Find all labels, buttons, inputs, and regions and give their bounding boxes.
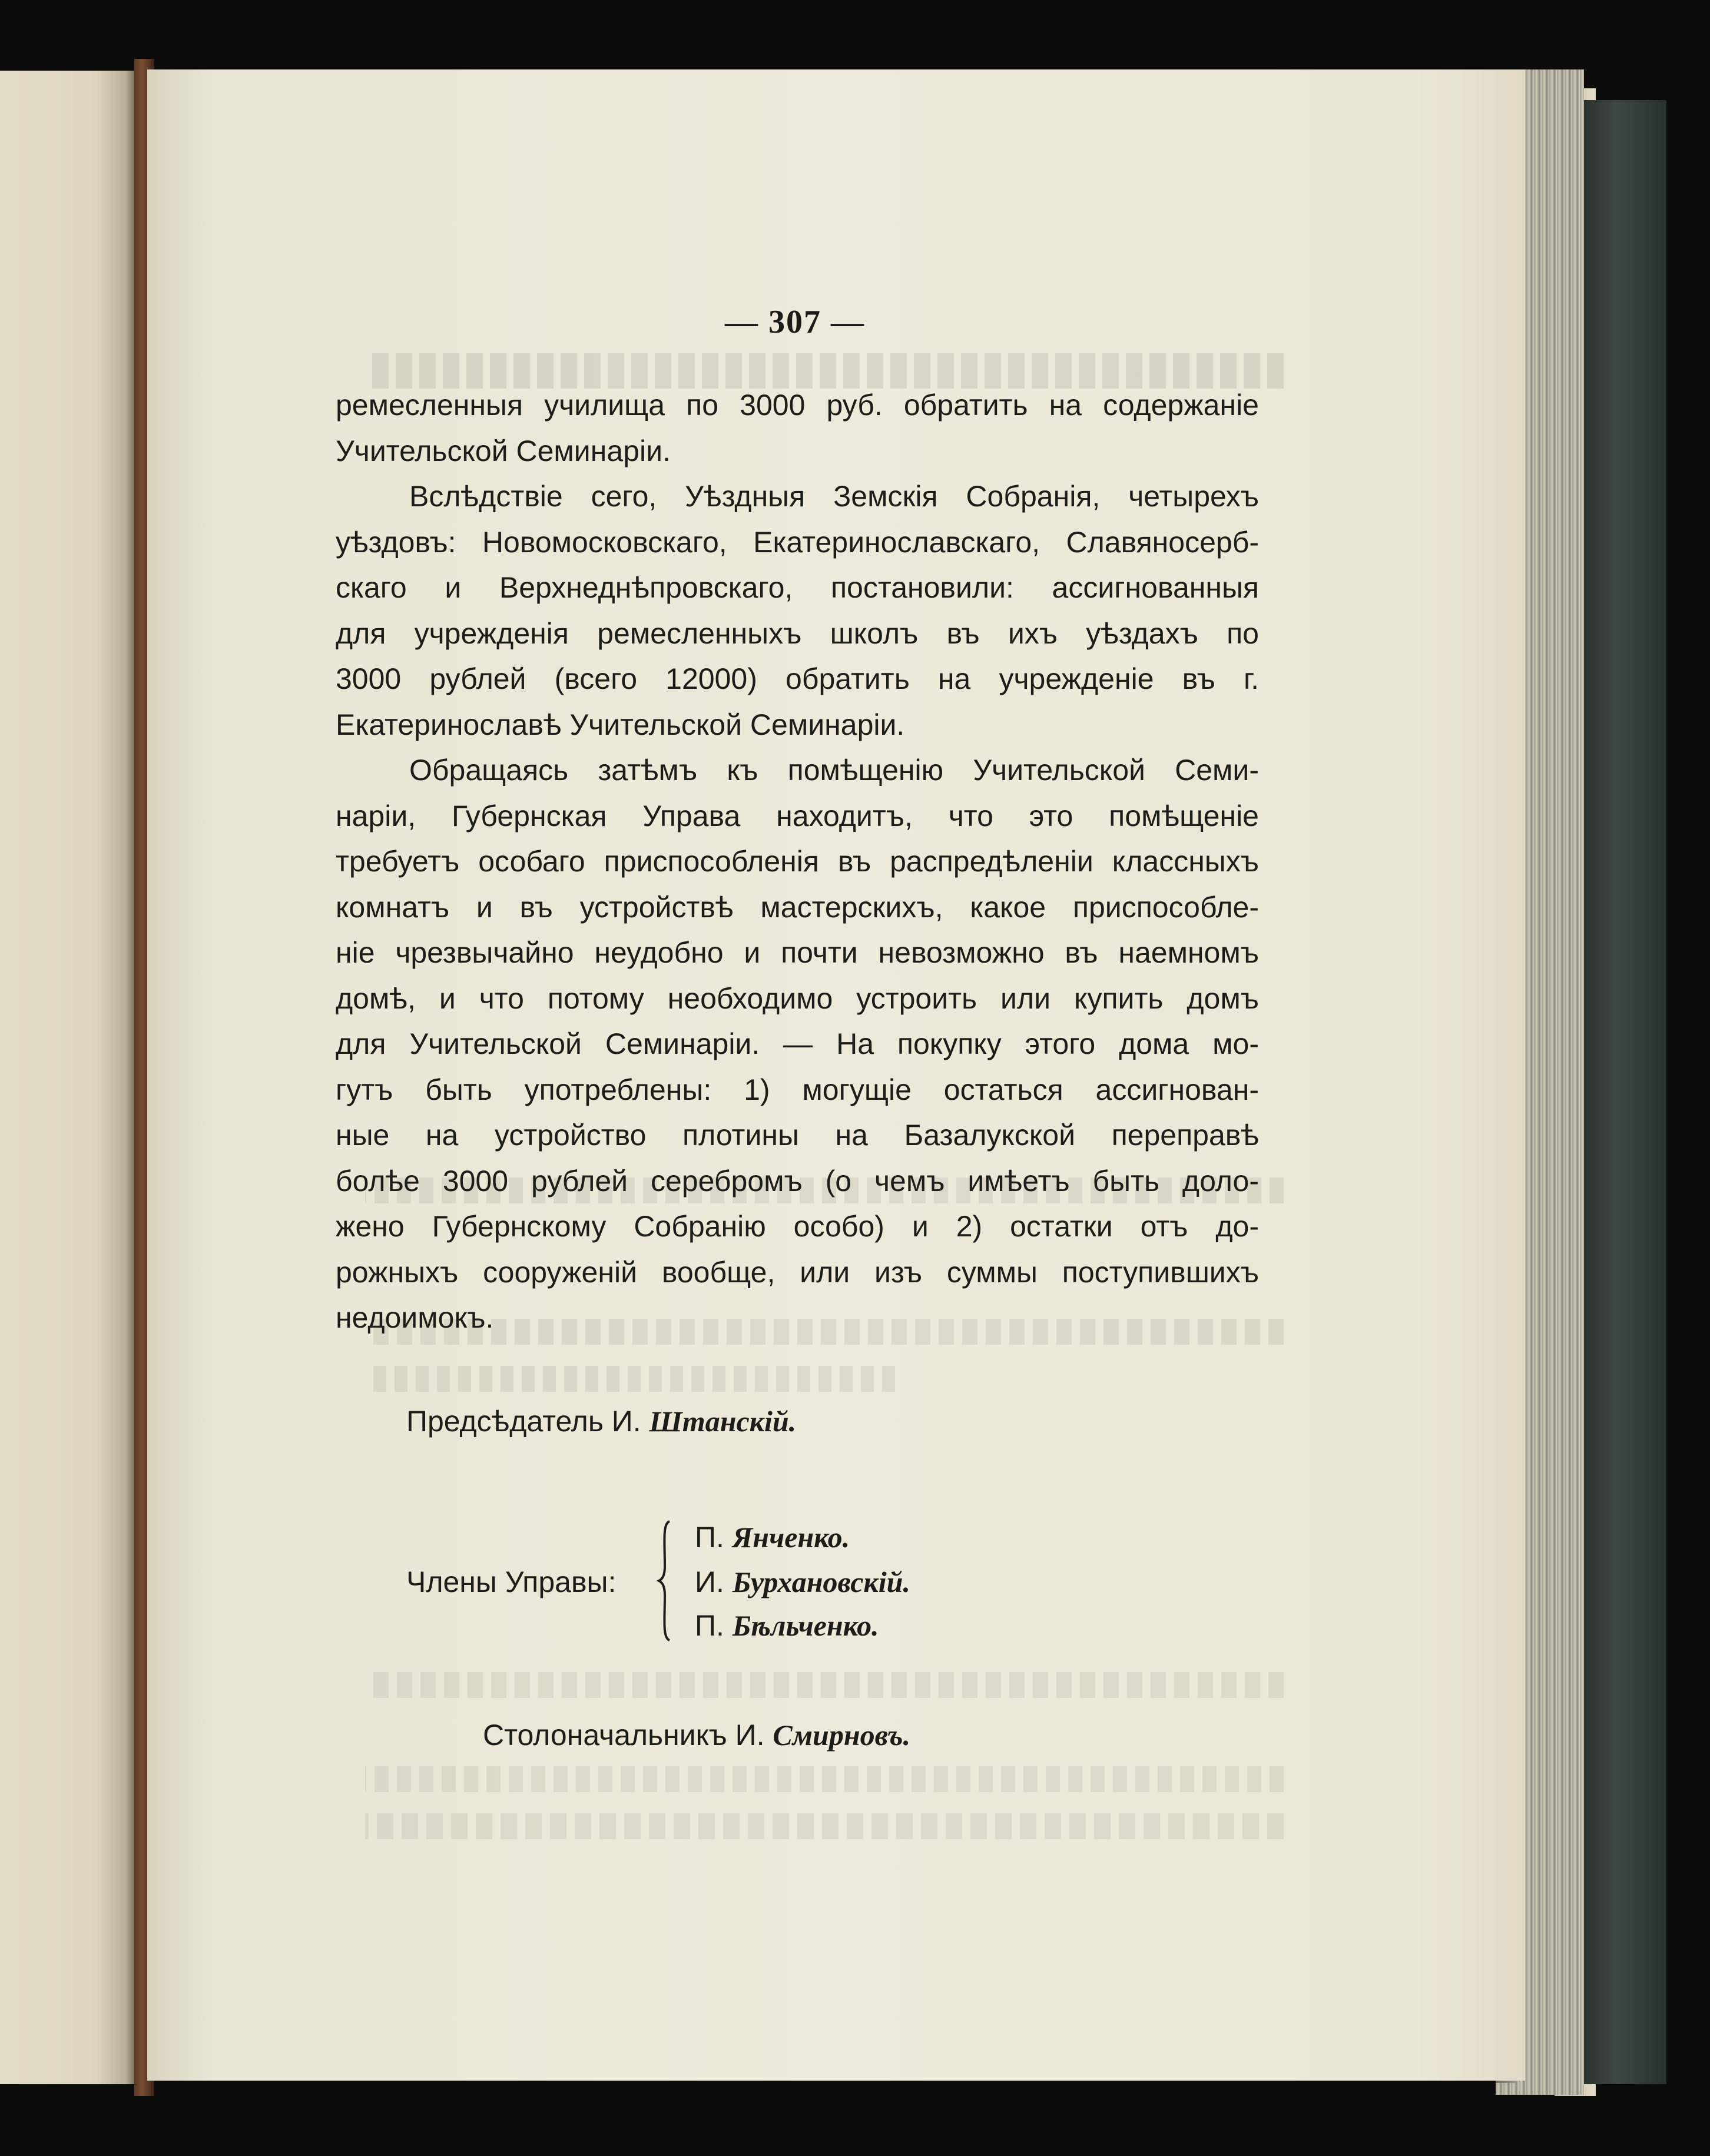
bleed-through-texture [365, 1766, 1284, 1792]
book-cover [1584, 100, 1666, 2084]
text-line: болѣе 3000 рублей серебромъ (о чемъ имѣетъ быть доло- [336, 1164, 1259, 1198]
chairman-label: Предсѣдатель И. [406, 1405, 641, 1438]
text-line: для учрежденія ремесленныхъ школъ въ ихъ уѣздахъ по [336, 616, 1259, 650]
page-number: — 307 — [725, 304, 865, 340]
member-name: Янченко. [732, 1521, 850, 1554]
member-signature [695, 1565, 910, 1599]
text-line: домѣ, и что потому необходимо устроить или купить домъ [336, 981, 1259, 1015]
member-name: Бѣльченко. [732, 1609, 879, 1642]
member-initial: И. [695, 1565, 724, 1598]
left-page-edge [0, 71, 137, 2084]
clerk-label: Столоначальникъ И. [483, 1719, 765, 1752]
text-line: Обращаясь затѣмъ къ помѣщенію Учительской Семи- [409, 754, 1259, 787]
members-label: Члены Управы: [406, 1565, 617, 1598]
text-line: недоимокъ. [336, 1301, 494, 1334]
curly-brace-icon [657, 1519, 674, 1643]
text-line: наріи, Губернская Управа находитъ, что это помѣщеніе [336, 799, 1259, 832]
chairman-name: Штанскій. [649, 1405, 797, 1438]
bleed-through-texture [365, 1813, 1284, 1839]
body-text [336, 383, 1259, 1341]
text-line: комнатъ и въ устройствѣ мастерскихъ, какое приспособле- [336, 890, 1259, 924]
text-line: ные на устройство плотины на Базалукской переправѣ [336, 1119, 1259, 1152]
text-line: ніе чрезвычайно неудобно и почти невозможно въ наемномъ [336, 936, 1259, 969]
text-line: уѣздовъ: Новомосковскаго, Екатеринославскаго, Славяносерб- [336, 525, 1259, 559]
text-line: Екатеринославѣ Учительской Семинаріи. [336, 708, 905, 741]
member-initial: П. [695, 1609, 724, 1642]
clerk-name: Смирновъ. [773, 1719, 911, 1752]
chairman-signature [406, 1404, 796, 1438]
text-line: Учительской Семинаріи. [336, 434, 671, 467]
member-name: Бурхановскій. [732, 1565, 910, 1598]
text-line: гутъ быть употреблены: 1) могущіе остаться ассигнован- [336, 1073, 1259, 1106]
text-line: требуетъ особаго приспособленія въ распредѣленіи классныхъ [336, 845, 1259, 878]
text-line: Вслѣдствіе сего, Уѣздныя Земскія Собранія, четырехъ [409, 480, 1259, 513]
bleed-through-texture [365, 1672, 1284, 1698]
member-signature [695, 1608, 879, 1643]
text-line: скаго и Верхнеднѣпровскаго, постановили: ассигнованныя [336, 571, 1259, 604]
text-line: для Учительской Семинаріи. — На покупку этого дома мо- [336, 1027, 1259, 1060]
member-signature [695, 1520, 850, 1554]
text-line: жено Губернскому Собранію особо) и 2) остатки отъ до- [336, 1210, 1259, 1243]
text-line: ремесленныя училища по 3000 руб. обратить на содержаніе [336, 389, 1259, 422]
member-initial: П. [695, 1521, 724, 1554]
bleed-through-texture [365, 1366, 895, 1392]
clerk-signature [483, 1718, 910, 1752]
text-line: 3000 рублей (всего 12000) обратить на учрежденіе въ г. [336, 662, 1259, 695]
text-line: рожныхъ сооруженій вообще, или изъ суммы поступившихъ [336, 1255, 1259, 1289]
